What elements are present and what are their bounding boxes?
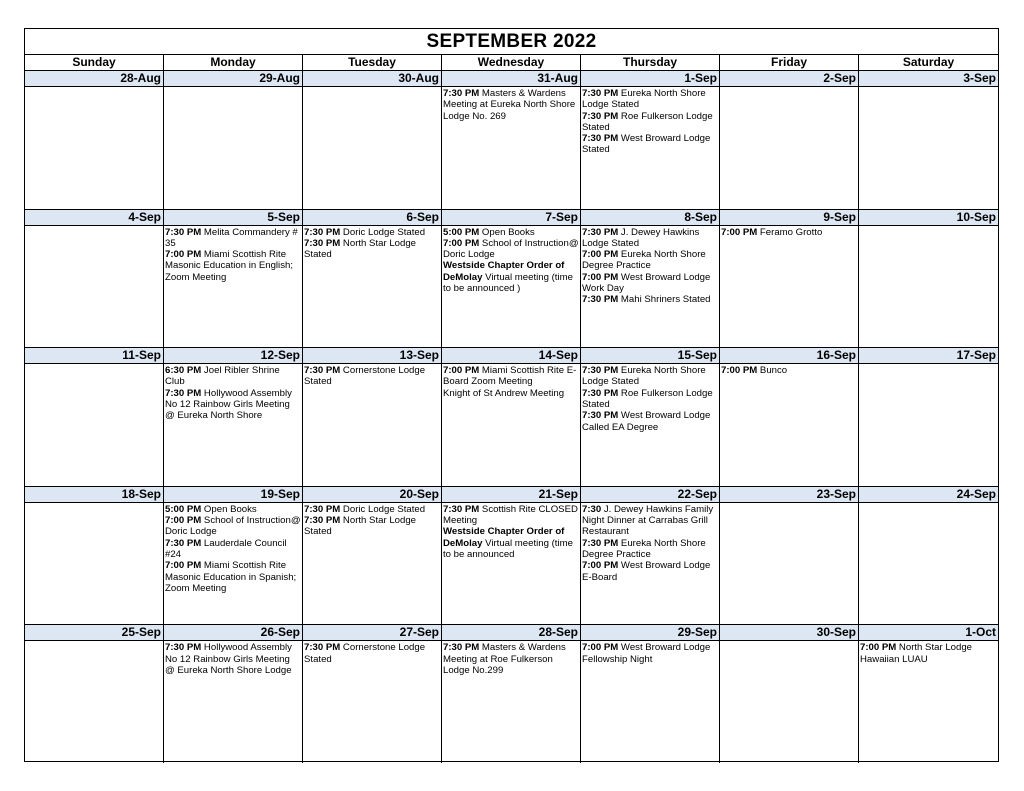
date-label: 29-Aug — [164, 71, 303, 86]
event-time: 7:30 PM — [304, 642, 341, 654]
event-description: Masters & Wardens Meeting at Eureka North Shore Lodge No. 269 — [443, 88, 576, 122]
event-description: Doric Lodge Stated — [340, 226, 426, 238]
event-description: School of Instruction@ Doric Lodge — [165, 515, 301, 538]
event-description: Roe Fulkerson Lodge Stated — [582, 387, 713, 411]
day-cell — [303, 364, 442, 486]
event-time: 7:30 PM — [165, 642, 202, 654]
date-label: 28-Aug — [25, 71, 164, 86]
event-time: 7:30 PM — [582, 537, 619, 549]
day-cell — [442, 87, 581, 209]
event-description: Virtual meeting (time to be announced — [443, 537, 573, 560]
date-label: 26-Sep — [164, 625, 303, 640]
event-time: 7:30 PM — [582, 365, 619, 377]
event-time: 7:30 PM — [582, 294, 619, 306]
event-description: Virtual meeting (time to be announced ) — [443, 271, 573, 295]
event-description: Mahi Shriners Stated — [618, 294, 711, 306]
calendar-event — [443, 238, 579, 261]
date-label: 28-Sep — [442, 625, 581, 640]
event-description: J. Dewey Hawkins Family Night Dinner at Carrabas Grill Restaurant — [582, 503, 714, 538]
day-cell — [859, 87, 998, 209]
date-label: 9-Sep — [720, 210, 859, 225]
event-description: Lauderdale Council #24 — [165, 537, 287, 560]
day-cell — [303, 503, 442, 625]
date-label: 10-Sep — [956, 209, 996, 224]
calendar-event — [443, 642, 579, 676]
event-time: 7:00 PM — [721, 226, 758, 238]
day-cell — [25, 503, 164, 625]
day-cell — [720, 503, 859, 625]
date-label: 1-Sep — [581, 71, 720, 86]
day-cell — [303, 641, 442, 763]
weekday-wednesday: Wednesday — [442, 55, 581, 70]
day-cell — [25, 641, 164, 763]
date-label: 22-Sep — [581, 487, 720, 502]
calendar-event — [165, 515, 301, 538]
date-label: 14-Sep — [442, 348, 581, 363]
date-label: 30-Aug — [303, 71, 442, 86]
calendar-event — [582, 272, 718, 295]
event-description: Cornerstone Lodge Stated — [304, 365, 426, 388]
day-cell — [303, 226, 442, 348]
events-row — [25, 87, 998, 209]
weekday-saturday: Saturday — [902, 55, 955, 69]
calendar-event — [165, 388, 301, 422]
event-time: 7:00 PM — [443, 365, 480, 377]
calendar-event — [582, 88, 718, 111]
events-row — [25, 364, 998, 486]
event-description: Open Books — [201, 503, 257, 515]
calendar-event — [582, 642, 718, 665]
date-label: 12-Sep — [164, 348, 303, 363]
day-cell — [581, 503, 720, 625]
calendar-event — [860, 642, 997, 665]
weekday-friday: Friday — [720, 55, 859, 70]
date-label: 31-Aug — [442, 71, 581, 86]
event-description: School of Instruction@ Doric Lodge — [443, 237, 579, 261]
calendar-event — [165, 538, 301, 561]
weekday-tuesday: Tuesday — [303, 55, 442, 70]
date-label: 27-Sep — [303, 625, 442, 640]
event-description: Feramo Grotto — [757, 226, 823, 238]
calendar-event — [582, 504, 718, 538]
event-description: Hollywood Assembly No 12 Rainbow Girls Meeting @ Eureka North Shore — [165, 387, 292, 422]
day-cell — [581, 641, 720, 763]
calendar-event — [304, 238, 440, 261]
calendar-event — [304, 504, 440, 515]
event-description: North Star Lodge Stated — [304, 237, 416, 261]
date-label: 21-Sep — [442, 487, 581, 502]
day-cell — [442, 641, 581, 763]
events-row — [25, 641, 998, 763]
day-cell — [720, 641, 859, 763]
calendar-event — [165, 365, 301, 388]
day-cell — [164, 503, 303, 625]
date-label: 23-Sep — [720, 487, 859, 502]
day-cell — [859, 364, 998, 486]
event-description: West Broward Lodge Work Day — [582, 271, 711, 295]
day-cell — [720, 226, 859, 348]
date-label: 20-Sep — [303, 487, 442, 502]
event-description: Joel Ribler Shrine Club — [165, 365, 280, 388]
event-time: 7:30 PM — [304, 365, 341, 377]
event-time: 7:00 PM — [165, 560, 202, 572]
event-description: Bunco — [757, 365, 788, 377]
date-label: 29-Sep — [581, 625, 720, 640]
event-time: 7:30 — [582, 503, 602, 515]
calendar-event — [582, 111, 718, 134]
event-time: 7:30 PM — [304, 237, 341, 249]
day-cell — [720, 364, 859, 486]
calendar-event — [721, 227, 857, 238]
calendar-event — [165, 249, 301, 283]
event-time: 7:30 PM — [582, 387, 619, 399]
event-description: North Star Lodge Stated — [304, 515, 416, 538]
event-description: Open Books — [479, 226, 535, 238]
event-description: Roe Fulkerson Lodge Stated — [582, 110, 713, 133]
day-cell — [164, 641, 303, 763]
day-cell — [859, 226, 998, 348]
calendar-event — [165, 642, 301, 676]
calendar-event — [165, 560, 301, 594]
event-time: 7:00 PM — [582, 560, 619, 572]
date-label: 1-Oct — [965, 625, 996, 640]
event-description: Miami Scottish Rite Masonic Education in English; Zoom Meeting — [165, 249, 293, 283]
event-time: 7:30 PM — [582, 133, 619, 145]
week-row — [25, 71, 998, 210]
event-time: 7:30 PM — [165, 537, 202, 549]
event-time: 7:00 PM — [582, 249, 619, 261]
day-cell — [442, 226, 581, 348]
calendar-title: SEPTEMBER 2022 — [25, 29, 998, 55]
week-row — [25, 625, 998, 763]
event-time: 7:00 PM — [165, 515, 202, 527]
event-time: 7:30 PM — [582, 410, 619, 422]
date-label: 5-Sep — [164, 210, 303, 225]
calendar-event — [165, 227, 301, 250]
weekday-thursday: Thursday — [581, 55, 720, 70]
day-cell — [581, 226, 720, 348]
date-label: 18-Sep — [25, 487, 164, 502]
day-cell — [581, 364, 720, 486]
date-header-row — [25, 487, 998, 503]
calendar-event — [582, 365, 718, 388]
day-cell — [25, 364, 164, 486]
event-description: Eureka North Shore Degree Practice — [582, 249, 706, 272]
event-time: 7:30 PM — [443, 88, 480, 99]
date-header-row — [25, 210, 998, 226]
date-label: 2-Sep — [720, 71, 859, 86]
event-description: Scottish Rite CLOSED Meeting — [443, 503, 578, 527]
event-description: West Broward Lodge Fellowship Night — [582, 642, 711, 665]
calendar-event — [304, 365, 440, 388]
calendar — [24, 28, 999, 762]
event-time: 7:30 PM — [582, 110, 619, 122]
week-row — [25, 210, 998, 349]
calendar-weeks — [25, 71, 998, 763]
date-header-row — [25, 625, 998, 641]
date-label: 4-Sep — [25, 210, 164, 225]
event-description: Cornerstone Lodge Stated — [304, 642, 426, 665]
event-description: Masters & Wardens Meeting at Roe Fulkerson Lodge No.299 — [443, 642, 566, 676]
weekday-monday: Monday — [164, 55, 303, 70]
event-description: Eureka North Shore Degree Practice — [582, 537, 706, 560]
day-cell — [581, 87, 720, 209]
event-time: 7:00 PM — [165, 249, 202, 261]
day-cell — [25, 226, 164, 348]
event-description: Miami Scottish Rite Masonic Education in Spanish; Zoom Meeting — [165, 560, 297, 594]
calendar-event — [443, 526, 579, 560]
week-row — [25, 487, 998, 626]
day-cell — [442, 364, 581, 486]
date-label: 19-Sep — [164, 487, 303, 502]
date-label: 6-Sep — [303, 210, 442, 225]
event-description: Eureka North Shore Lodge Stated — [582, 365, 706, 388]
date-header-row — [25, 71, 998, 87]
event-time: 7:30 PM — [582, 226, 619, 238]
date-label: 7-Sep — [442, 210, 581, 225]
weekday-header-row — [25, 55, 998, 71]
date-label: 3-Sep — [963, 71, 996, 85]
calendar-event — [443, 504, 579, 527]
date-label: 16-Sep — [720, 348, 859, 363]
calendar-event — [443, 365, 579, 388]
event-time: 7:00 PM — [443, 237, 480, 249]
calendar-event — [582, 388, 718, 411]
events-row — [25, 226, 998, 348]
event-time: 7:00 PM — [721, 365, 758, 377]
day-cell — [164, 87, 303, 209]
day-cell — [303, 87, 442, 209]
event-description: Melita Commandery # 35 — [165, 226, 298, 249]
calendar-event — [443, 88, 579, 122]
day-cell — [164, 364, 303, 486]
event-time: Westside Chapter Order of DeMolay — [443, 260, 565, 283]
event-description: North Star Lodge Hawaiian LUAU — [860, 642, 972, 665]
calendar-event — [721, 365, 857, 376]
day-cell — [25, 87, 164, 209]
date-header-row — [25, 348, 998, 364]
event-time: 7:30 PM — [304, 226, 341, 238]
event-time: 7:30 PM — [443, 503, 480, 515]
date-label: 8-Sep — [581, 210, 720, 225]
calendar-event — [443, 388, 579, 399]
event-description: Doric Lodge Stated — [340, 503, 426, 515]
event-time: 7:30 PM — [582, 88, 619, 99]
date-label: 30-Sep — [720, 625, 859, 640]
date-label: 11-Sep — [25, 348, 164, 363]
date-label: 17-Sep — [956, 348, 996, 363]
calendar-event — [582, 410, 718, 433]
event-time: 6:30 PM — [165, 365, 202, 377]
event-description: Hollywood Assembly No 12 Rainbow Girls Meeting @ Eureka North Shore Lodge — [165, 642, 292, 676]
calendar-event — [443, 227, 579, 238]
event-time: 7:30 PM — [165, 387, 202, 399]
event-description: J. Dewey Hawkins Lodge Stated — [582, 226, 700, 249]
event-description: Knight of St Andrew Meeting — [443, 387, 565, 399]
date-label: 25-Sep — [25, 625, 164, 640]
calendar-event — [582, 227, 718, 250]
event-time: 5:00 PM — [165, 503, 202, 515]
event-time: 7:30 PM — [304, 503, 341, 515]
day-cell — [164, 226, 303, 348]
date-label: 13-Sep — [303, 348, 442, 363]
calendar-event — [582, 133, 718, 156]
date-label: 15-Sep — [581, 348, 720, 363]
calendar-event — [582, 538, 718, 561]
calendar-event — [304, 515, 440, 538]
week-row — [25, 348, 998, 487]
event-description: West Broward Lodge E-Board — [582, 560, 711, 583]
event-time: 7:30 PM — [304, 515, 341, 527]
event-time: 7:00 PM — [582, 642, 619, 654]
event-time: 7:00 PM — [582, 271, 619, 283]
event-time: Westside Chapter Order of DeMolay — [443, 526, 565, 549]
date-label: 24-Sep — [956, 486, 996, 501]
event-time: 7:30 PM — [443, 642, 480, 654]
weekday-sunday: Sunday — [25, 55, 164, 70]
day-cell — [720, 87, 859, 209]
day-cell — [859, 503, 998, 625]
event-description: West Broward Lodge Called EA Degree — [582, 410, 711, 433]
event-time: 5:00 PM — [443, 226, 480, 238]
event-description: West Broward Lodge Stated — [582, 133, 711, 156]
event-time: 7:30 PM — [165, 226, 202, 238]
calendar-event — [582, 294, 718, 305]
calendar-event — [304, 642, 440, 665]
calendar-event — [165, 504, 301, 515]
day-cell — [442, 503, 581, 625]
events-row — [25, 503, 998, 625]
calendar-event — [582, 560, 718, 583]
calendar-event — [582, 249, 718, 272]
event-description: Miami Scottish Rite E-Board Zoom Meeting — [443, 365, 577, 388]
event-time: 7:00 PM — [860, 642, 897, 654]
calendar-event — [443, 260, 579, 294]
calendar-event — [304, 227, 440, 238]
day-cell — [859, 641, 998, 763]
event-description: Eureka North Shore Lodge Stated — [582, 88, 706, 111]
